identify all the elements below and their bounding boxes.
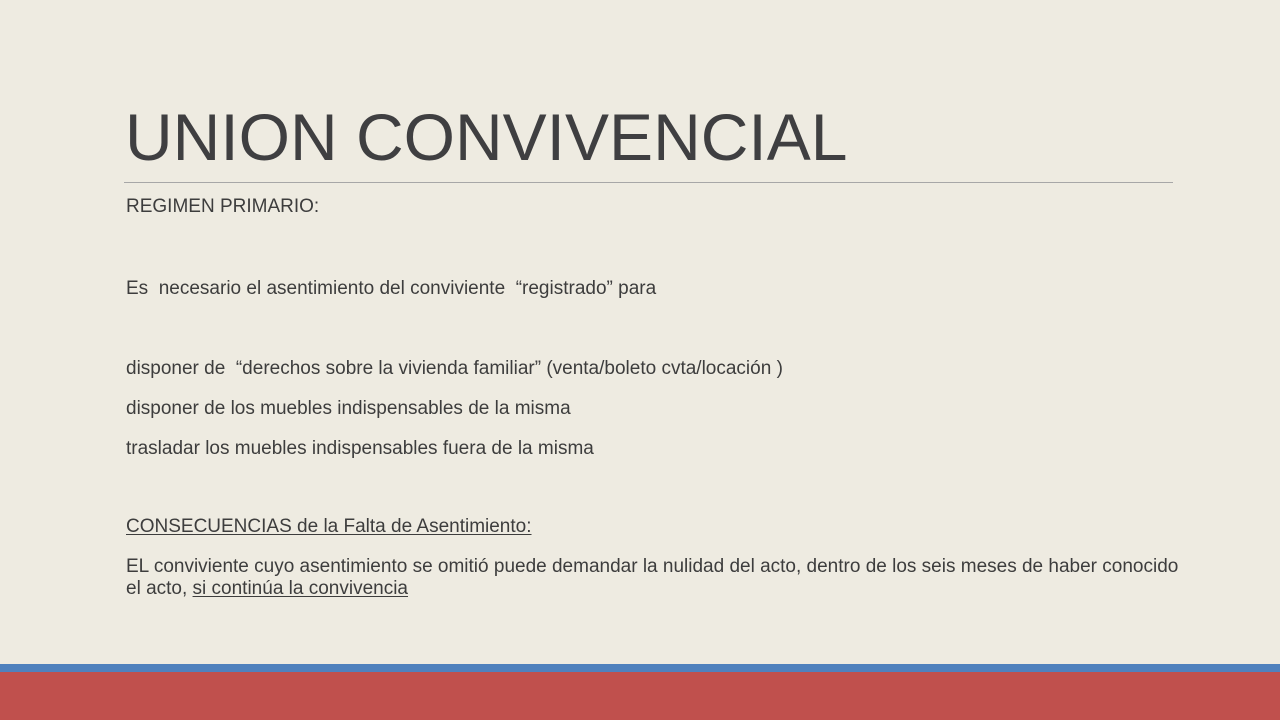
list-item: disponer de “derechos sobre la vivienda familiar” (venta/boleto cvta/locación ) [126,358,783,379]
consequences-paragraph [126,556,1186,600]
footer-band-red [0,672,1280,720]
list-item: disponer de los muebles indispensables de la misma [126,398,571,419]
consequences-condition: si continúa la convivencia [192,578,409,599]
intro-text: Es necesario el asentimiento del conviviente “registrado” para [126,278,657,299]
list-item: trasladar los muebles indispensables fuera de la misma [126,438,594,459]
title-divider [124,182,1173,183]
section-heading: REGIMEN PRIMARIO: [126,196,320,217]
consequences-text: EL conviviente cuyo asentimiento se omitió puede demandar la nulidad del acto, dentro de los seis meses de haber conocido el acto, [126,556,1179,599]
footer-band-blue [0,664,1280,672]
slide-title: UNION CONVIVENCIAL [125,100,848,174]
consequences-heading: CONSECUENCIAS de la Falta de Asentimiento: [126,516,532,537]
